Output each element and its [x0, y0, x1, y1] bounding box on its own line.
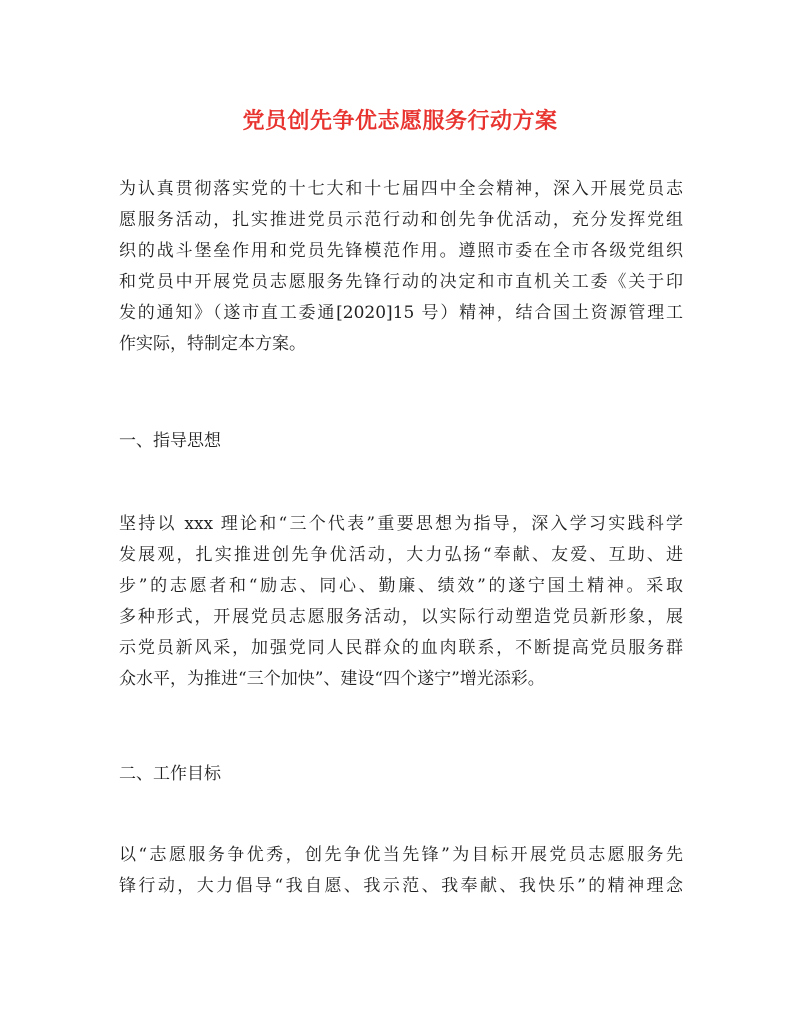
intro-line: 为认真贯彻落实党的十七大和十七届四中全会精神，深入开展党员志 [119, 179, 683, 199]
section-heading-guiding-ideology: 一、指导思想 [119, 431, 221, 451]
section2-line: 以“志愿服务争优秀，创先争优当先锋”为目标开展党员志愿服务先 [119, 845, 683, 865]
intro-line: 作实际，特制定本方案。 [119, 334, 306, 354]
intro-line: 愿服务活动，扎实推进党员示范行动和创先争优活动，充分发挥党组 [119, 210, 683, 230]
section2-line: 锋行动，大力倡导“我自愿、我示范、我奉献、我快乐”的精神理念 [119, 876, 683, 896]
section1-line: 示党员新风采，加强党同人民群众的血肉联系，不断提高党员服务群 [119, 638, 683, 658]
intro-paragraph [119, 174, 683, 360]
section-heading-work-goals: 二、工作目标 [119, 764, 221, 784]
section1-line: 发展观，扎实推进创先争优活动，大力弘扬“奉献、友爱、互助、进 [119, 545, 683, 565]
section2-paragraph [119, 840, 683, 902]
intro-line: 发的通知》（遂市直工委通[2020]15 号）精神，结合国土资源管理工 [119, 303, 683, 323]
document-title: 党员创先争优志愿服务行动方案 [242, 108, 558, 134]
intro-line: 和党员中开展党员志愿服务先锋行动的决定和市直机关工委《关于印 [119, 272, 683, 292]
intro-line: 织的战斗堡垒作用和党员先锋模范作用。遵照市委在全市各级党组织 [119, 241, 683, 261]
section1-line: 众水平，为推进“三个加快”、建设“四个遂宁”增光添彩。 [119, 669, 545, 689]
section1-line: 坚持以 xxx 理论和“三个代表”重要思想为指导，深入学习实践科学 [119, 514, 683, 534]
section1-line: 步”的志愿者和“励志、同心、勤廉、绩效”的遂宁国土精神。采取 [119, 576, 683, 596]
section1-line: 多种形式，开展党员志愿服务活动，以实际行动塑造党员新形象，展 [119, 607, 683, 627]
section1-paragraph [119, 509, 683, 695]
